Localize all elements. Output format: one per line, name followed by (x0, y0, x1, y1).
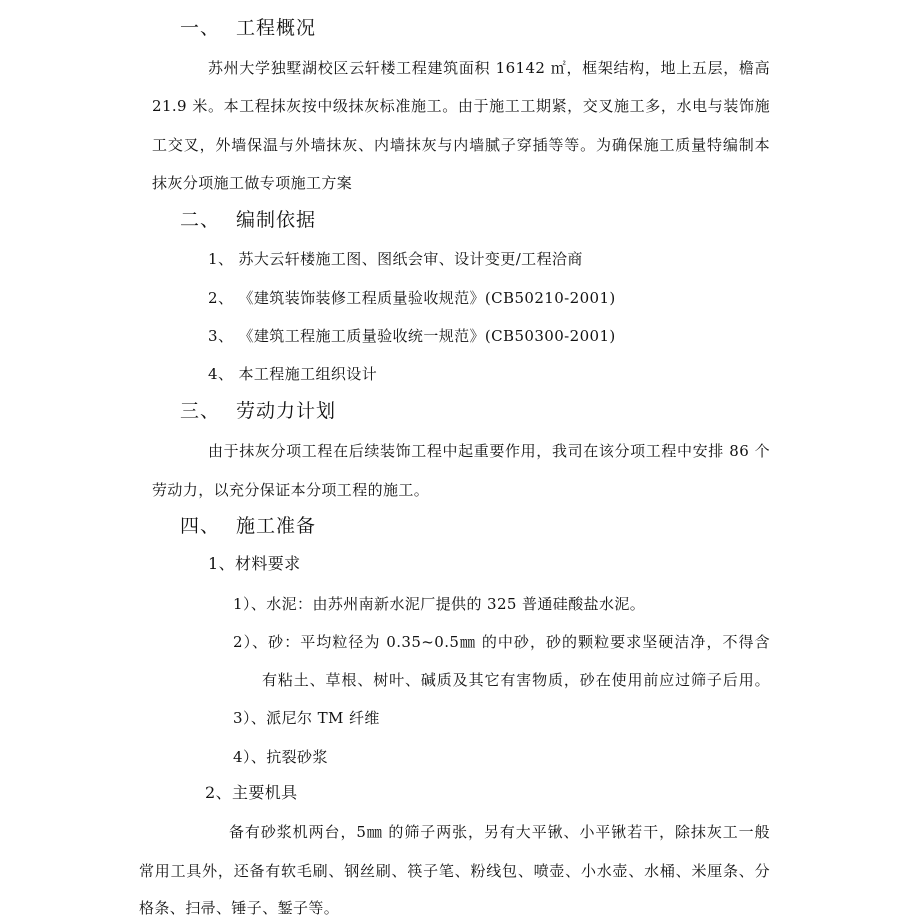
paragraph-line: 21.9 米。本工程抹灰按中级抹灰标准施工。由于施工工期紧，交叉施工多，水电与装饰施 (152, 97, 770, 115)
section-title: 编制依据 (236, 209, 317, 231)
material-item: 2）、砂：平均粒径为 0.35~0.5㎜ 的中砂，砂的颗粒要求坚硬洁净，不得含 (233, 633, 770, 651)
paragraph-line: 苏州大学独墅湖校区云轩楼工程建筑面积 16142 ㎡，框架结构，地上五层，檐高 (208, 59, 770, 77)
section-heading-basis (180, 208, 316, 232)
paragraph-line: 常用工具外，还备有软毛刷、钢丝刷、筷子笔、粉线包、喷壶、小水壶、水桶、米厘条、分 (139, 862, 770, 880)
subsection-title-tools: 2、主要机具 (205, 783, 298, 802)
material-item-continuation: 有粘土、草根、树叶、碱质及其它有害物质，砂在使用前应过筛子后用。 (262, 671, 770, 689)
section-number: 一、 (180, 17, 221, 39)
section-title: 工程概况 (236, 17, 317, 39)
paragraph-line: 由于抹灰分项工程在后续装饰工程中起重要作用，我司在该分项工程中安排 86 个 (208, 442, 770, 460)
section-heading-labor (180, 399, 336, 423)
list-item: 2、 《建筑装饰装修工程质量验收规范》(CB50210-2001) (208, 289, 616, 307)
list-item: 1、 苏大云轩楼施工图、图纸会审、设计变更/工程洽商 (208, 250, 583, 268)
material-item: 4）、抗裂砂浆 (233, 748, 328, 766)
list-item: 3、 《建筑工程施工质量验收统一规范》(CB50300-2001) (208, 327, 616, 345)
section-heading-preparation (180, 514, 316, 538)
paragraph-line: 抹灰分项施工做专项施工方案 (152, 174, 353, 192)
section-number: 二、 (180, 209, 221, 231)
section-number: 三、 (180, 400, 221, 422)
paragraph-line: 劳动力，以充分保证本分项工程的施工。 (152, 481, 430, 499)
paragraph-line: 备有砂浆机两台，5㎜ 的筛子两张，另有大平锹、小平锹若干，除抹灰工一般 (229, 823, 770, 841)
paragraph-line: 工交叉，外墙保温与外墙抹灰、内墙抹灰与内墙腻子穿插等等。为确保施工质量特编制本 (152, 136, 770, 154)
paragraph-line: 格条、扫帚、锤子、錾子等。 (139, 899, 340, 917)
section-number: 四、 (180, 515, 221, 537)
list-item: 4、 本工程施工组织设计 (208, 365, 378, 383)
section-heading-overview (180, 16, 316, 40)
material-item: 3）、派尼尔 TM 纤维 (233, 709, 380, 727)
material-item: 1）、水泥：由苏州南新水泥厂提供的 325 普通硅酸盐水泥。 (233, 595, 646, 613)
section-title: 劳动力计划 (236, 400, 337, 422)
section-title: 施工准备 (236, 515, 317, 537)
subsection-title-materials: 1、材料要求 (208, 554, 301, 573)
